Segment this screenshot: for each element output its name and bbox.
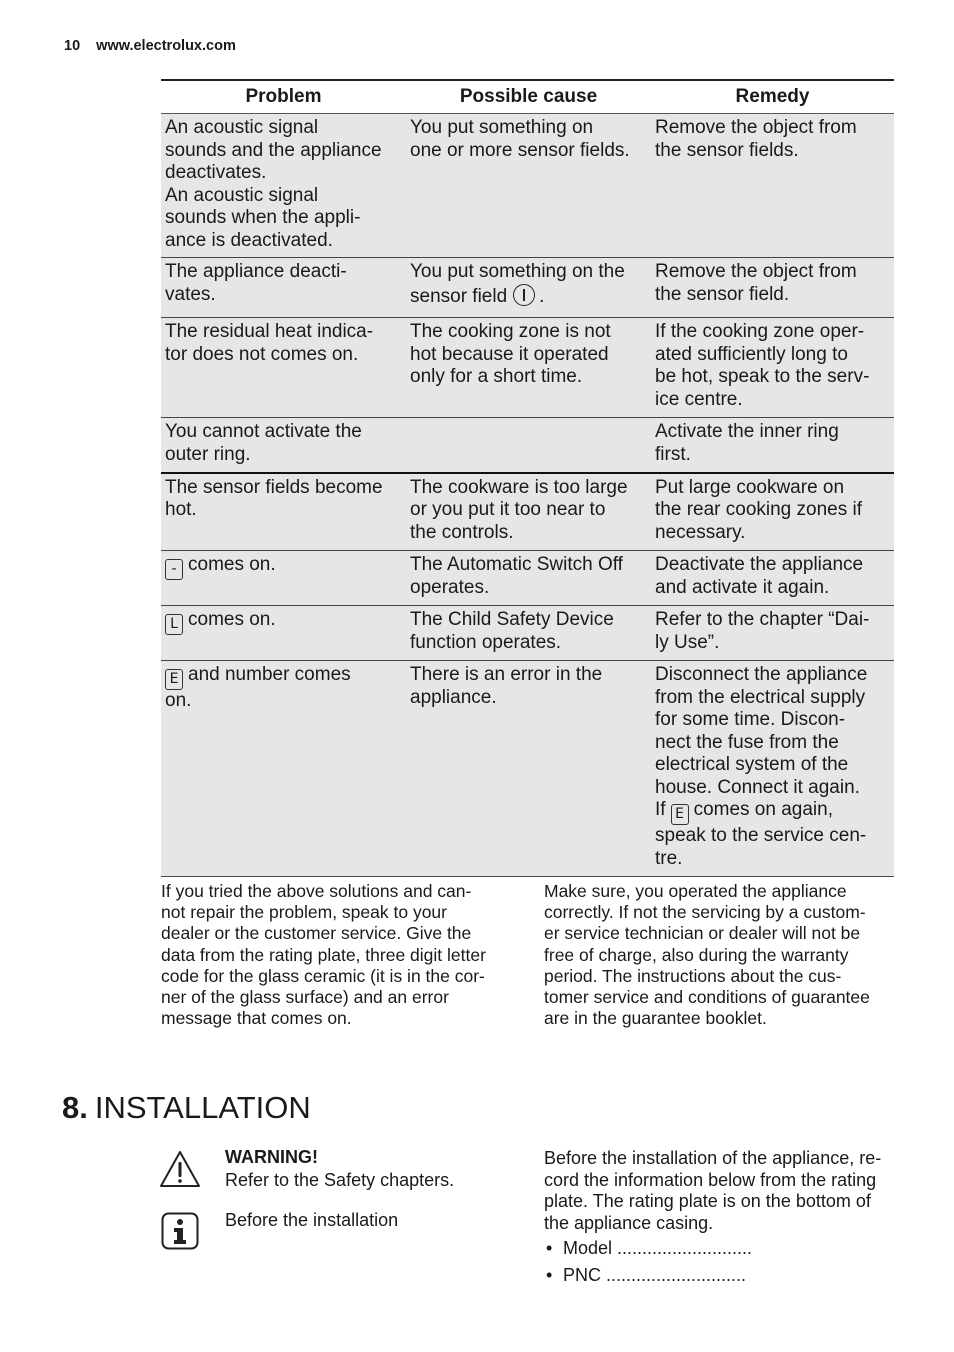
text-line: the rear cooking zones if bbox=[655, 499, 863, 520]
text-line bbox=[410, 284, 645, 309]
remedy-cell bbox=[651, 661, 894, 877]
text-line bbox=[165, 664, 400, 690]
text-line: The residual heat indica- bbox=[165, 321, 374, 342]
text-line: An acoustic signal bbox=[165, 184, 319, 206]
problem-cell bbox=[161, 661, 406, 877]
text-line: operates. bbox=[410, 576, 490, 598]
text-line: first. bbox=[655, 443, 691, 465]
site-url: www.electrolux.com bbox=[96, 38, 236, 54]
cause-cell bbox=[406, 473, 651, 551]
text-line: sounds when the appli- bbox=[165, 207, 361, 228]
problem-cell bbox=[161, 473, 406, 551]
text-line: ner of the glass surface) and an error bbox=[161, 987, 449, 1008]
cause-cell bbox=[406, 606, 651, 661]
cause-cell bbox=[406, 551, 651, 606]
warning-title: WARNING! bbox=[225, 1147, 318, 1167]
text-line: The appliance deacti- bbox=[165, 261, 347, 282]
table-row bbox=[161, 606, 894, 661]
page-header bbox=[64, 38, 236, 54]
table-row bbox=[161, 473, 894, 551]
text-line: speak to the service cen- bbox=[655, 825, 867, 846]
cause-cell bbox=[406, 114, 651, 258]
bullet-icon: • bbox=[546, 1238, 553, 1258]
text-line bbox=[655, 799, 888, 825]
text-line: Disconnect the appliance bbox=[655, 664, 868, 685]
text-line: electrical system of the bbox=[655, 754, 849, 775]
cause-cell bbox=[406, 661, 651, 877]
list-item bbox=[546, 1238, 752, 1265]
problem-cell bbox=[161, 258, 406, 318]
text-line: data from the rating plate, three digit letter bbox=[161, 944, 486, 965]
list-item-text: PNC ............................ bbox=[563, 1265, 747, 1285]
text-line: be hot, speak to the serv- bbox=[655, 366, 870, 387]
remedy-cell bbox=[651, 318, 894, 418]
rating-plate-list bbox=[546, 1238, 752, 1292]
text-line: tor does not comes on. bbox=[165, 343, 359, 365]
table-header-row bbox=[161, 80, 894, 114]
remedy-text: comes on again, bbox=[693, 799, 833, 820]
text-line: An acoustic signal bbox=[165, 117, 319, 138]
cause-text: . bbox=[539, 285, 545, 307]
header-problem: Problem bbox=[161, 80, 406, 114]
text-line: er service technician or dealer will not be bbox=[544, 923, 861, 944]
section-heading bbox=[62, 1090, 311, 1126]
service-note-left bbox=[161, 881, 521, 1029]
text-line: Remove the object from bbox=[655, 261, 857, 282]
text-line: tomer service and conditions of guarantee bbox=[544, 987, 870, 1008]
remedy-cell bbox=[651, 258, 894, 318]
text-line: deactivates. bbox=[165, 162, 267, 183]
text-line: are in the guarantee booklet. bbox=[544, 1008, 767, 1029]
text-line: and activate it again. bbox=[655, 576, 830, 598]
remedy-text: If bbox=[655, 799, 666, 820]
problem-cell bbox=[161, 606, 406, 661]
text-line: Make sure, you operated the appliance bbox=[544, 881, 847, 901]
table-row bbox=[161, 114, 894, 258]
problem-cell bbox=[161, 114, 406, 258]
list-item-text: Model ........................... bbox=[563, 1238, 753, 1258]
text-line: Activate the inner ring bbox=[655, 421, 839, 442]
text-line: nect the fuse from the bbox=[655, 731, 839, 753]
text-line: from the electrical supply bbox=[655, 686, 866, 708]
page-number: 10 bbox=[64, 38, 81, 54]
text-line: cord the information below from the rating bbox=[544, 1169, 877, 1190]
problem-text: comes on. bbox=[188, 609, 276, 630]
text-line: hot. bbox=[165, 499, 197, 520]
text-line: the sensor field. bbox=[655, 283, 790, 305]
cause-text: sensor field bbox=[410, 285, 508, 307]
problem-cell bbox=[161, 418, 406, 473]
text-line: ly Use”. bbox=[655, 631, 720, 653]
error-display-icon: E bbox=[165, 669, 183, 690]
warning-triangle-icon bbox=[159, 1150, 201, 1188]
text-line: You put something on the bbox=[410, 261, 625, 282]
text-line: appliance. bbox=[410, 686, 497, 708]
section-number: 8. bbox=[62, 1090, 88, 1125]
problem-cell bbox=[161, 318, 406, 418]
text-line: or you put it too near to bbox=[410, 499, 606, 520]
text-line: Remove the object from bbox=[655, 117, 857, 138]
problem-text: comes on. bbox=[188, 554, 276, 575]
text-line: There is an error in the bbox=[410, 664, 603, 685]
text-line: dealer or the customer service. Give the bbox=[161, 923, 472, 944]
table-row bbox=[161, 551, 894, 606]
text-line: the controls. bbox=[410, 521, 514, 543]
text-line: free of charge, also during the warranty bbox=[544, 944, 849, 965]
remedy-cell bbox=[651, 473, 894, 551]
text-line: message that comes on. bbox=[161, 1008, 352, 1029]
text-line: The cookware is too large bbox=[410, 476, 628, 498]
text-line: the appliance casing. bbox=[544, 1212, 714, 1233]
table-row bbox=[161, 318, 894, 418]
error-display-icon: E bbox=[671, 804, 689, 825]
text-line: function operates. bbox=[410, 631, 562, 653]
text-line: house. Connect it again. bbox=[655, 776, 860, 798]
remedy-cell bbox=[651, 114, 894, 258]
child-lock-display-icon: L bbox=[165, 614, 183, 635]
bullet-icon: • bbox=[546, 1265, 553, 1285]
text-line: necessary. bbox=[655, 521, 746, 543]
install-paragraph bbox=[544, 1148, 881, 1234]
section-title: INSTALLATION bbox=[94, 1090, 311, 1125]
text-line: correctly. If not the servicing by a custom- bbox=[544, 902, 866, 923]
text-line: tre. bbox=[655, 847, 683, 869]
text-line: ance is deactivated. bbox=[165, 229, 333, 251]
remedy-cell bbox=[651, 418, 894, 473]
text-line: ice centre. bbox=[655, 388, 743, 410]
text-line: one or more sensor fields. bbox=[410, 139, 630, 161]
info-text: Before the installation bbox=[225, 1210, 399, 1230]
text-line: plate. The rating plate is on the bottom of bbox=[544, 1191, 871, 1211]
text-line bbox=[165, 609, 400, 635]
text-line: You put something on bbox=[410, 117, 594, 138]
text-line: The Child Safety Device bbox=[410, 609, 614, 630]
text-line: Refer to the chapter “Dai- bbox=[655, 609, 870, 630]
text-line: The cooking zone is not bbox=[410, 321, 611, 342]
header-remedy: Remedy bbox=[651, 80, 894, 114]
text-line: Deactivate the appliance bbox=[655, 554, 864, 575]
text-line: code for the glass ceramic (it is in the cor- bbox=[161, 965, 485, 986]
cause-cell bbox=[406, 418, 651, 473]
warning-text: Refer to the Safety chapters. bbox=[225, 1170, 455, 1190]
text-line: period. The instructions about the cus- bbox=[544, 965, 842, 986]
table-row bbox=[161, 661, 894, 877]
text-line: for some time. Discon- bbox=[655, 709, 846, 730]
text-line: If the cooking zone oper- bbox=[655, 321, 865, 342]
dash-display-icon: - bbox=[165, 559, 183, 580]
text-line: You cannot activate the bbox=[165, 421, 362, 442]
text-line: hot because it operated bbox=[410, 343, 609, 365]
text-line: on. bbox=[165, 690, 192, 711]
text-line: Put large cookware on bbox=[655, 476, 845, 498]
text-line: ated sufficiently long to bbox=[655, 343, 848, 365]
service-note-right bbox=[544, 881, 896, 1029]
text-line: the sensor fields. bbox=[655, 139, 799, 161]
text-line: The Automatic Switch Off bbox=[410, 554, 623, 575]
power-sensor-icon bbox=[513, 284, 535, 306]
problem-text: and number comes bbox=[188, 664, 351, 685]
remedy-cell bbox=[651, 606, 894, 661]
text-line: The sensor fields become bbox=[165, 476, 383, 498]
cause-cell bbox=[406, 258, 651, 318]
text-line: vates. bbox=[165, 283, 216, 305]
text-line: If you tried the above solutions and can- bbox=[161, 881, 472, 901]
header-cause: Possible cause bbox=[406, 80, 651, 114]
text-line bbox=[165, 554, 400, 580]
list-item bbox=[546, 1265, 752, 1292]
remedy-cell bbox=[651, 551, 894, 606]
text-line: outer ring. bbox=[165, 443, 251, 465]
info-icon bbox=[161, 1212, 199, 1250]
text-line: sounds and the appliance bbox=[165, 139, 382, 161]
text-line: not repair the problem, speak to your bbox=[161, 902, 447, 923]
cause-cell bbox=[406, 318, 651, 418]
problem-cell bbox=[161, 551, 406, 606]
text-line: only for a short time. bbox=[410, 366, 583, 387]
text-line: Before the installation of the appliance, re- bbox=[544, 1148, 882, 1168]
table-row bbox=[161, 258, 894, 318]
table-row bbox=[161, 418, 894, 473]
troubleshooting-table bbox=[161, 79, 894, 877]
